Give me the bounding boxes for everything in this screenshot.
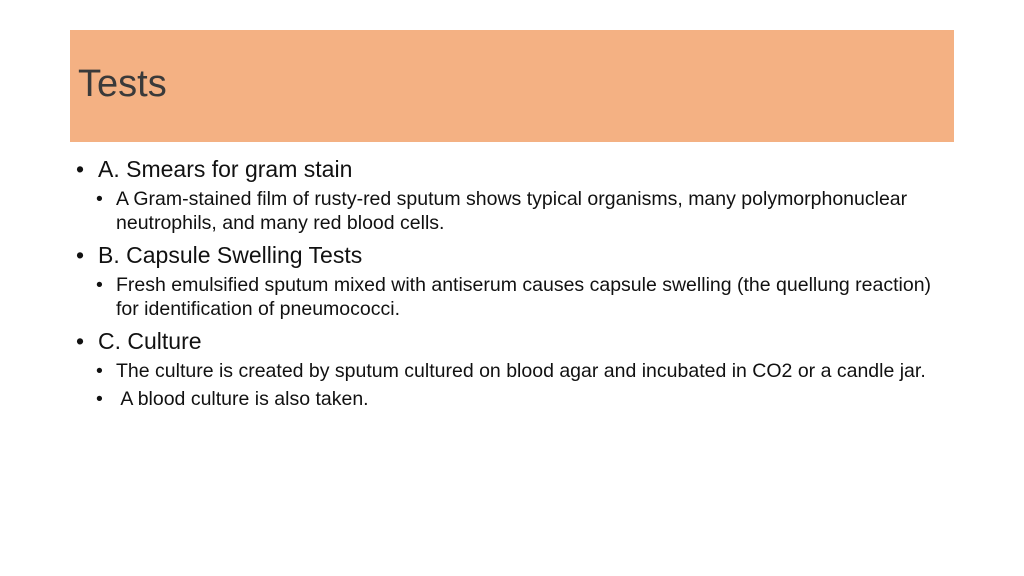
bullet-icon: • xyxy=(76,156,85,182)
sub-bullet-item xyxy=(96,359,956,383)
sub-bullet-text: A Gram-stained film of rusty-red sputum shows typical organisms, many polymorphonuclear neutrophils, and many red blood cells. xyxy=(116,188,908,234)
bullet-icon: • xyxy=(96,388,103,410)
bullet-item-label: A. Smears for gram stain xyxy=(98,156,353,182)
sub-bullet-item xyxy=(96,387,956,411)
slide-content xyxy=(76,155,956,417)
bullet-icon: • xyxy=(96,274,103,296)
sub-list-a xyxy=(96,187,956,235)
sub-list-c xyxy=(96,359,956,411)
bullet-item-label: B. Capsule Swelling Tests xyxy=(98,242,363,268)
sub-bullet-text: The culture is created by sputum cultured on blood agar and incubated in CO2 or a candle jar. xyxy=(116,360,926,382)
sub-bullet-item xyxy=(96,187,956,235)
bullet-icon: • xyxy=(76,242,85,268)
bullet-item-c xyxy=(76,327,956,355)
bullet-item-b xyxy=(76,241,956,269)
title-bar xyxy=(70,30,954,142)
bullet-icon: • xyxy=(76,328,85,354)
bullet-item-label: C. Culture xyxy=(98,328,202,354)
bullet-icon: • xyxy=(96,360,103,382)
bullet-icon: • xyxy=(96,188,103,210)
sub-bullet-text: Fresh emulsified sputum mixed with antiserum causes capsule swelling (the quellung reaction) for identification of pneumococci. xyxy=(116,274,932,320)
sub-bullet-item xyxy=(96,273,956,321)
sub-list-b xyxy=(96,273,956,321)
sub-bullet-text: A blood culture is also taken. xyxy=(116,388,369,410)
slide-title: Tests xyxy=(78,63,167,105)
bullet-item-a xyxy=(76,155,956,183)
